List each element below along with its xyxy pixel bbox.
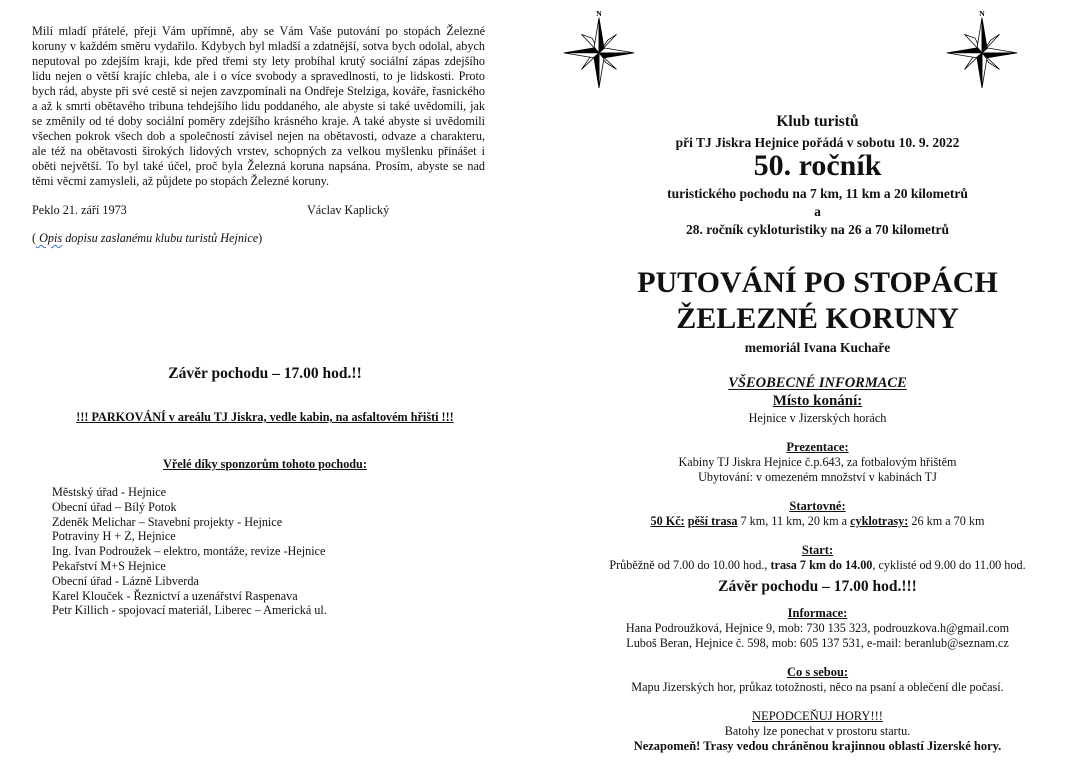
fee-cycle-routes: 26 km a 70 km — [908, 514, 985, 528]
contact-1: Hana Podroužková, Hejnice 9, mob: 730 135 323, podrouzkova.h@gmail.com — [625, 621, 1010, 635]
sponsor-item: Karel Klouček - Řeznictví a uzenářství Raspenava — [52, 588, 298, 603]
event-title-line2: ŽELEZNÉ KORUNY — [676, 302, 959, 335]
fee-line — [545, 514, 1090, 529]
left-page — [0, 0, 530, 770]
compass-north-label: N — [979, 8, 985, 18]
fee-walk-label: pěší trasa — [687, 514, 738, 528]
sponsor-item: Obecní úřad - Lázně Libverda — [52, 573, 199, 588]
edition-heading: 50. ročník — [753, 149, 882, 182]
compass-rose-icon — [943, 8, 1021, 88]
start-heading: Start: — [801, 543, 834, 557]
note-close: ) — [258, 231, 263, 245]
start-text-b: , cyklisté od 9.00 do 11.00 hod. — [872, 558, 1026, 572]
organizer-line: při TJ Jiskra Hejnice pořádá v sobotu 10. 9. 2022 — [675, 135, 960, 150]
fee-cycle-label: cyklotrasy: — [850, 514, 909, 528]
compass-north-label: N — [596, 8, 602, 18]
note-open: ( — [32, 231, 37, 245]
warning-heading: NEPODCEŇUJ HORY!!! — [752, 709, 883, 723]
compass-rose-icon — [560, 8, 638, 88]
bring-text: Mapu Jizerských hor, průkaz totožnosti, něco na psaní a oblečení dle počasí. — [631, 680, 1004, 694]
place-heading: Místo konání: — [772, 393, 863, 409]
sponsor-item: Petr Killich - spojovací materiál, Liberec – Americká ul. — [52, 603, 327, 618]
parking-notice: !!! PARKOVÁNÍ v areálu TJ Jiskra, vedle kabin, na asfaltovém hřišti !!! — [76, 410, 454, 424]
place-value: Hejnice v Jizerských horách — [748, 411, 887, 425]
sponsor-item: Zdeněk Melichar – Stavební projekty - Hejnice — [52, 514, 283, 529]
sponsors-heading: Vřelé díky sponzorům tohoto pochodu: — [163, 457, 367, 471]
sponsor-item: Obecní úřad – Bílý Potok — [52, 499, 177, 514]
info-heading: Informace: — [787, 606, 848, 620]
signature-name: Václav Kaplický — [307, 203, 390, 217]
end-of-march-right: Závěr pochodu – 17.00 hod.!!! — [718, 578, 917, 595]
sponsors-list — [52, 485, 327, 618]
contact-2: Luboš Beran, Hejnice č. 598, mob: 605 137 531, e-mail: beranlub@seznam.cz — [626, 636, 1009, 650]
right-page — [545, 0, 1090, 770]
note-word: Opis — [36, 231, 63, 245]
warning-line1: Batohy lze ponechat v prostoru startu. — [724, 724, 911, 738]
start-text-a: Průběžně od 7.00 do 10.00 hod., — [609, 558, 771, 572]
event-title-line1: PUTOVÁNÍ PO STOPÁCH — [637, 266, 998, 299]
start-line — [545, 558, 1090, 573]
walk-routes: turistického pochodu na 7 km, 11 km a 20 kilometrů — [667, 186, 968, 201]
sponsor-item: Ing. Ivan Podroužek – elektro, montáže, revize -Hejnice — [52, 544, 326, 559]
sponsor-item: Potraviny H + Z, Hejnice — [52, 529, 176, 544]
sponsor-item: Městský úřad - Hejnice — [52, 485, 167, 499]
and-connector: a — [814, 204, 821, 219]
letter-note — [32, 231, 262, 246]
club-name: Klub turistů — [776, 113, 859, 130]
signature-place-date: Peklo 21. září 1973 — [32, 203, 127, 217]
general-info-heading — [545, 375, 1090, 392]
end-of-march-left: Závěr pochodu – 17.00 hod.!! — [168, 365, 362, 382]
letter-text — [32, 24, 485, 189]
registration-heading: Prezentace: — [786, 440, 849, 454]
fee-heading: Startovné: — [789, 499, 846, 513]
general-info-label: VŠEOBECNÉ INFORMACE — [728, 375, 907, 391]
fee-price: 50 Kč: — [650, 514, 685, 528]
sponsor-item: Pekařství M+S Hejnice — [52, 558, 166, 573]
signature — [32, 203, 485, 218]
warning-line2: Nezapomeň! Trasy vedou chráněnou krajinnou oblastí Jizerské hory. — [633, 739, 1002, 753]
memorial-subtitle: memoriál Ivana Kuchaře — [744, 340, 891, 355]
bring-heading: Co s sebou: — [786, 665, 849, 679]
letter-paragraph: Milí mladí přátelé, přeji Vám upřímně, aby se Vám Vaše putování po stopách Železné koruny v každém směru vydařilo. Kdybych byl mladší a zdatnější, sotva bych odolal, abych neputoval po zdejším kraji, kde před třemi sty lety probíhal krutý sociální zápas zdejšího lidu nejen o větší krajíc chleba, ale i o více svobody a spravedlnosti, to je lidskosti. Proto bych rád, abyste při své cestě si nejen zavzpomínali na Ondřeje Stelziga, kováře, řasnického a až k smrti obětavého tribuna tehdejšího lidu poddaného, ale abyste si také uvědomili, jak se změnily od té doby sociální poměry zdejšího krásného kraje. A také abyste si uvědomili všechen pokrok všech dob a společností závisel nejen na obětavosti, odvaze a charakteru, ale též na obětavosti širokých lidových vrstev, schopných za velkou myšlenku přinášet i oběti největší. To byl také účel, proč byla Železná koruna napsána. Prosím, abyste se nad těmi věcmi zamysleli, až půjdete po stopách Železné koruny. — [32, 24, 485, 188]
registration-line1: Kabiny TJ Jiskra Hejnice č.p.643, za fotbalovým hřištěm — [678, 455, 957, 469]
fee-walk-routes: 7 km, 11 km, 20 km a — [737, 514, 851, 528]
registration-line2: Ubytování: v omezeném množství v kabinách TJ — [698, 470, 937, 484]
cycle-routes: 28. ročník cykloturistiky na 26 a 70 kilometrů — [685, 222, 949, 237]
start-text-bold: trasa 7 km do 14.00 — [770, 558, 873, 572]
note-rest: dopisu zaslanému klubu turistů Hejnice — [62, 231, 259, 245]
